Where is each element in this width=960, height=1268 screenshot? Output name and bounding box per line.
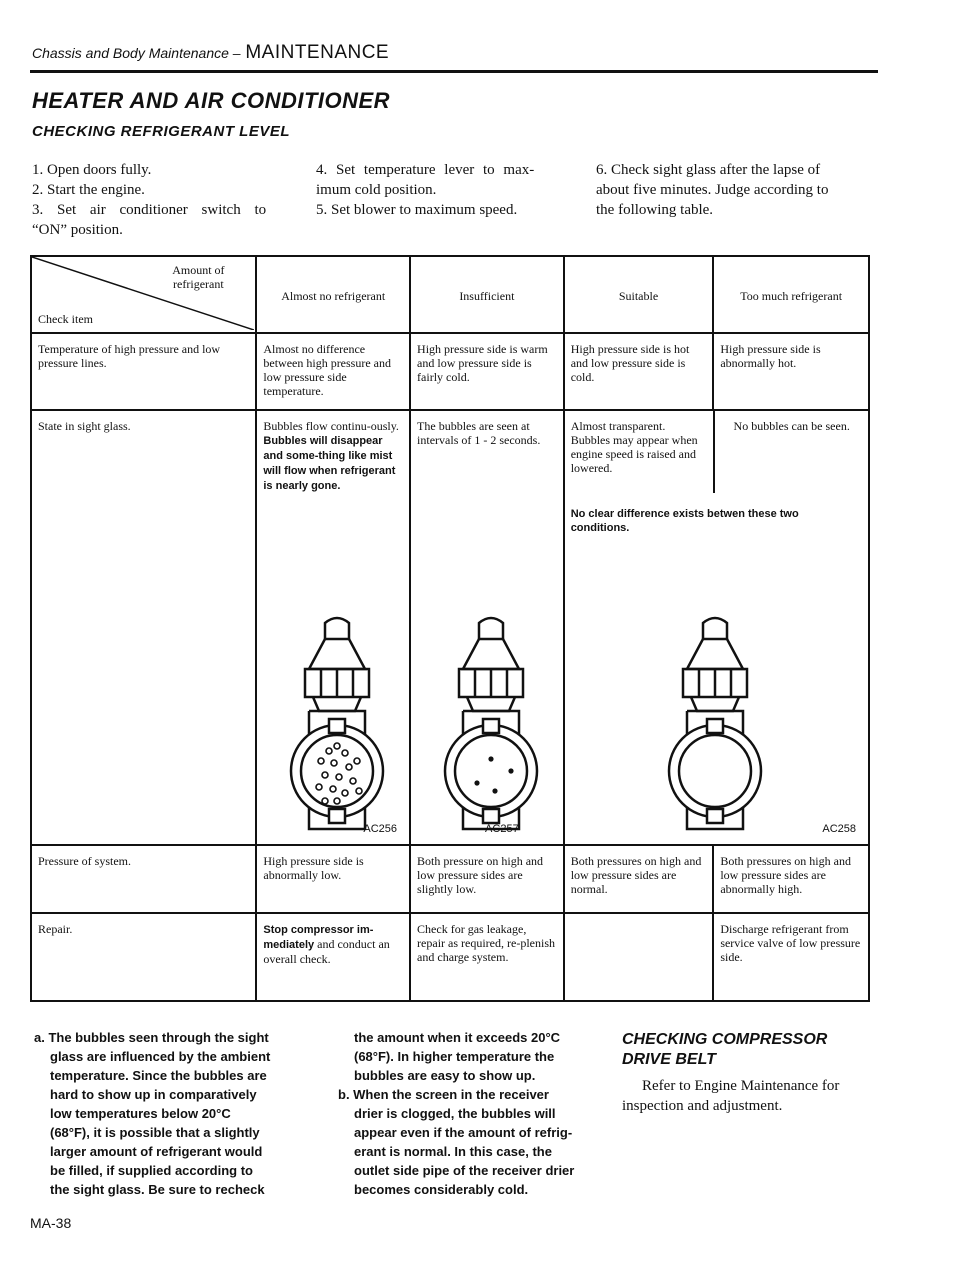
table-row (31, 913, 869, 1001)
col-almost-no: Almost no refrigerant (256, 256, 410, 333)
belt-section-title (622, 1030, 827, 1070)
shared-note: No clear difference exists betwen these two conditions. (570, 508, 799, 534)
running-header (32, 42, 389, 64)
sight-almost-no (256, 410, 410, 845)
cell: Check for gas leakage, repair as required, re-plenish and charge system. (410, 913, 564, 1001)
step-line: “ON” position. (32, 222, 123, 238)
page-title: HEATER AND AIR CONDITIONER (32, 88, 391, 113)
col-suitable: Suitable (564, 256, 714, 333)
sight-too-much: No bubbles can be seen. (733, 419, 850, 433)
belt-text-line: inspection and adjustment. (622, 1098, 783, 1114)
table-row (31, 845, 869, 913)
cell-text: and conduct an overall check. (263, 937, 390, 966)
cell: High pressure side is warm and low pressure side is fairly cold. (410, 333, 564, 410)
step-line: 3. Set air conditioner switch to (32, 202, 267, 218)
cell-text: The bubbles are seen at intervals of 1 - 2 seconds. (417, 419, 541, 447)
cell: Both pressures on high and low pressure sides are abnormally high. (713, 845, 869, 913)
cell (256, 913, 410, 1001)
cell: High pressure side is hot and low pressure side is cold. (564, 333, 714, 410)
table-header-row (31, 256, 869, 333)
page-number: MA-38 (30, 1215, 72, 1231)
note-line: appear even if the amount of refrig- (354, 1125, 573, 1140)
sight-insufficient (410, 410, 564, 845)
corner-cell (31, 256, 256, 333)
note-a-continued-and-b (338, 1028, 608, 1199)
step-line: imum cold position. (316, 182, 437, 198)
steps-column-2 (316, 160, 586, 220)
belt-section-text (622, 1076, 882, 1116)
cell: Both pressures on high and low pressure sides are normal. (564, 845, 714, 913)
table-row (31, 333, 869, 410)
note-line: temperature. Since the bubbles are (50, 1068, 267, 1083)
belt-text-line: Refer to Engine Maintenance for (642, 1078, 840, 1094)
note-line: becomes considerably cold. (354, 1182, 529, 1197)
note-line: a. The bubbles seen through the sight (34, 1030, 269, 1045)
note-line: the sight glass. Be sure to recheck (50, 1182, 265, 1197)
note-line: outlet side pipe of the receiver drier (354, 1163, 575, 1178)
cell-text: Bubbles flow continu-ously. (263, 419, 399, 433)
step-line: 5. Set blower to maximum speed. (316, 202, 518, 218)
cell: Both pressure on high and low pressure sides are slightly low. (410, 845, 564, 913)
corner-bottom-label: Check item (38, 312, 93, 326)
cell-empty (564, 913, 714, 1001)
belt-title-line: DRIVE BELT (622, 1051, 716, 1068)
sight-suitable: Almost transparent. Bubbles may appear when engine speed is raised and lowered. (565, 411, 715, 493)
note-line: drier is clogged, the bubbles will (354, 1106, 556, 1121)
note-line: larger amount of refrigerant would (50, 1144, 263, 1159)
belt-title-line: CHECKING COMPRESSOR (622, 1031, 828, 1048)
cell: High pressure side is abnormally low. (256, 845, 410, 913)
col-too-much: Too much refrigerant (713, 256, 869, 333)
note-line: low temperatures below 20°C (50, 1106, 231, 1121)
row-label-pressure: Pressure of system. (31, 845, 256, 913)
note-line: bubbles are easy to show up. (354, 1068, 536, 1083)
cell-bold-text: Stop compressor im-mediately (263, 924, 374, 951)
step-line: 2. Start the engine. (32, 182, 145, 198)
note-line: be filled, if supplied according to (50, 1163, 253, 1178)
header-main: MAINTENANCE (245, 42, 390, 63)
cell: Discharge refrigerant from service valve of low pressure side. (713, 913, 869, 1001)
sight-glass-few-bubbles-icon (431, 611, 551, 836)
cell: High pressure side is abnormally hot. (713, 333, 869, 410)
refrigerant-table (30, 255, 870, 1002)
corner-top-label: Amount of refrigerant (172, 263, 225, 291)
note-line: hard to show up in comparatively (50, 1087, 257, 1102)
steps-column-3 (596, 160, 886, 220)
cell-bold-text: Bubbles will disappear and some-thing like mist will flow when refrigerant is nearly gone. (263, 435, 396, 492)
row-label-sight: State in sight glass. (31, 410, 256, 845)
section-subtitle: CHECKING REFRIGERANT LEVEL (32, 123, 291, 140)
note-line: b. When the screen in the receiver (338, 1087, 549, 1102)
header-rule (30, 70, 878, 73)
note-line: erant is normal. In this case, the (354, 1144, 552, 1159)
note-line: (68°F). In higher temperature the (354, 1049, 555, 1064)
header-section: Chassis and Body Maintenance – (32, 45, 241, 61)
figure-code: AC256 (363, 823, 398, 835)
sight-glass-many-bubbles-icon (277, 611, 397, 836)
row-label-repair: Repair. (31, 913, 256, 1001)
note-line: glass are influenced by the ambient (50, 1049, 271, 1064)
note-line: the amount when it exceeds 20°C (354, 1030, 561, 1045)
table-row-sight (31, 410, 869, 845)
row-label-temp: Temperature of high pressure and low pressure lines. (31, 333, 256, 410)
col-insufficient: Insufficient (410, 256, 564, 333)
note-line: (68°F), it is possible that a slightly (50, 1125, 260, 1140)
step-line: 6. Check sight glass after the lapse of (596, 162, 821, 178)
step-line: the following table. (596, 202, 714, 218)
figure-code: AC258 (822, 823, 856, 835)
sight-glass-clear-icon (655, 611, 775, 836)
steps-column-1 (32, 160, 302, 240)
note-a (34, 1028, 324, 1199)
figure-code: AC257 (485, 823, 519, 835)
sight-suitable-and-too-much (564, 410, 869, 845)
step-line: 4. Set temperature lever to max- (316, 162, 535, 178)
step-line: 1. Open doors fully. (32, 162, 152, 178)
cell: Almost no difference between high pressure and low pressure side temperature. (256, 333, 410, 410)
step-line: about five minutes. Judge according to (596, 182, 829, 198)
